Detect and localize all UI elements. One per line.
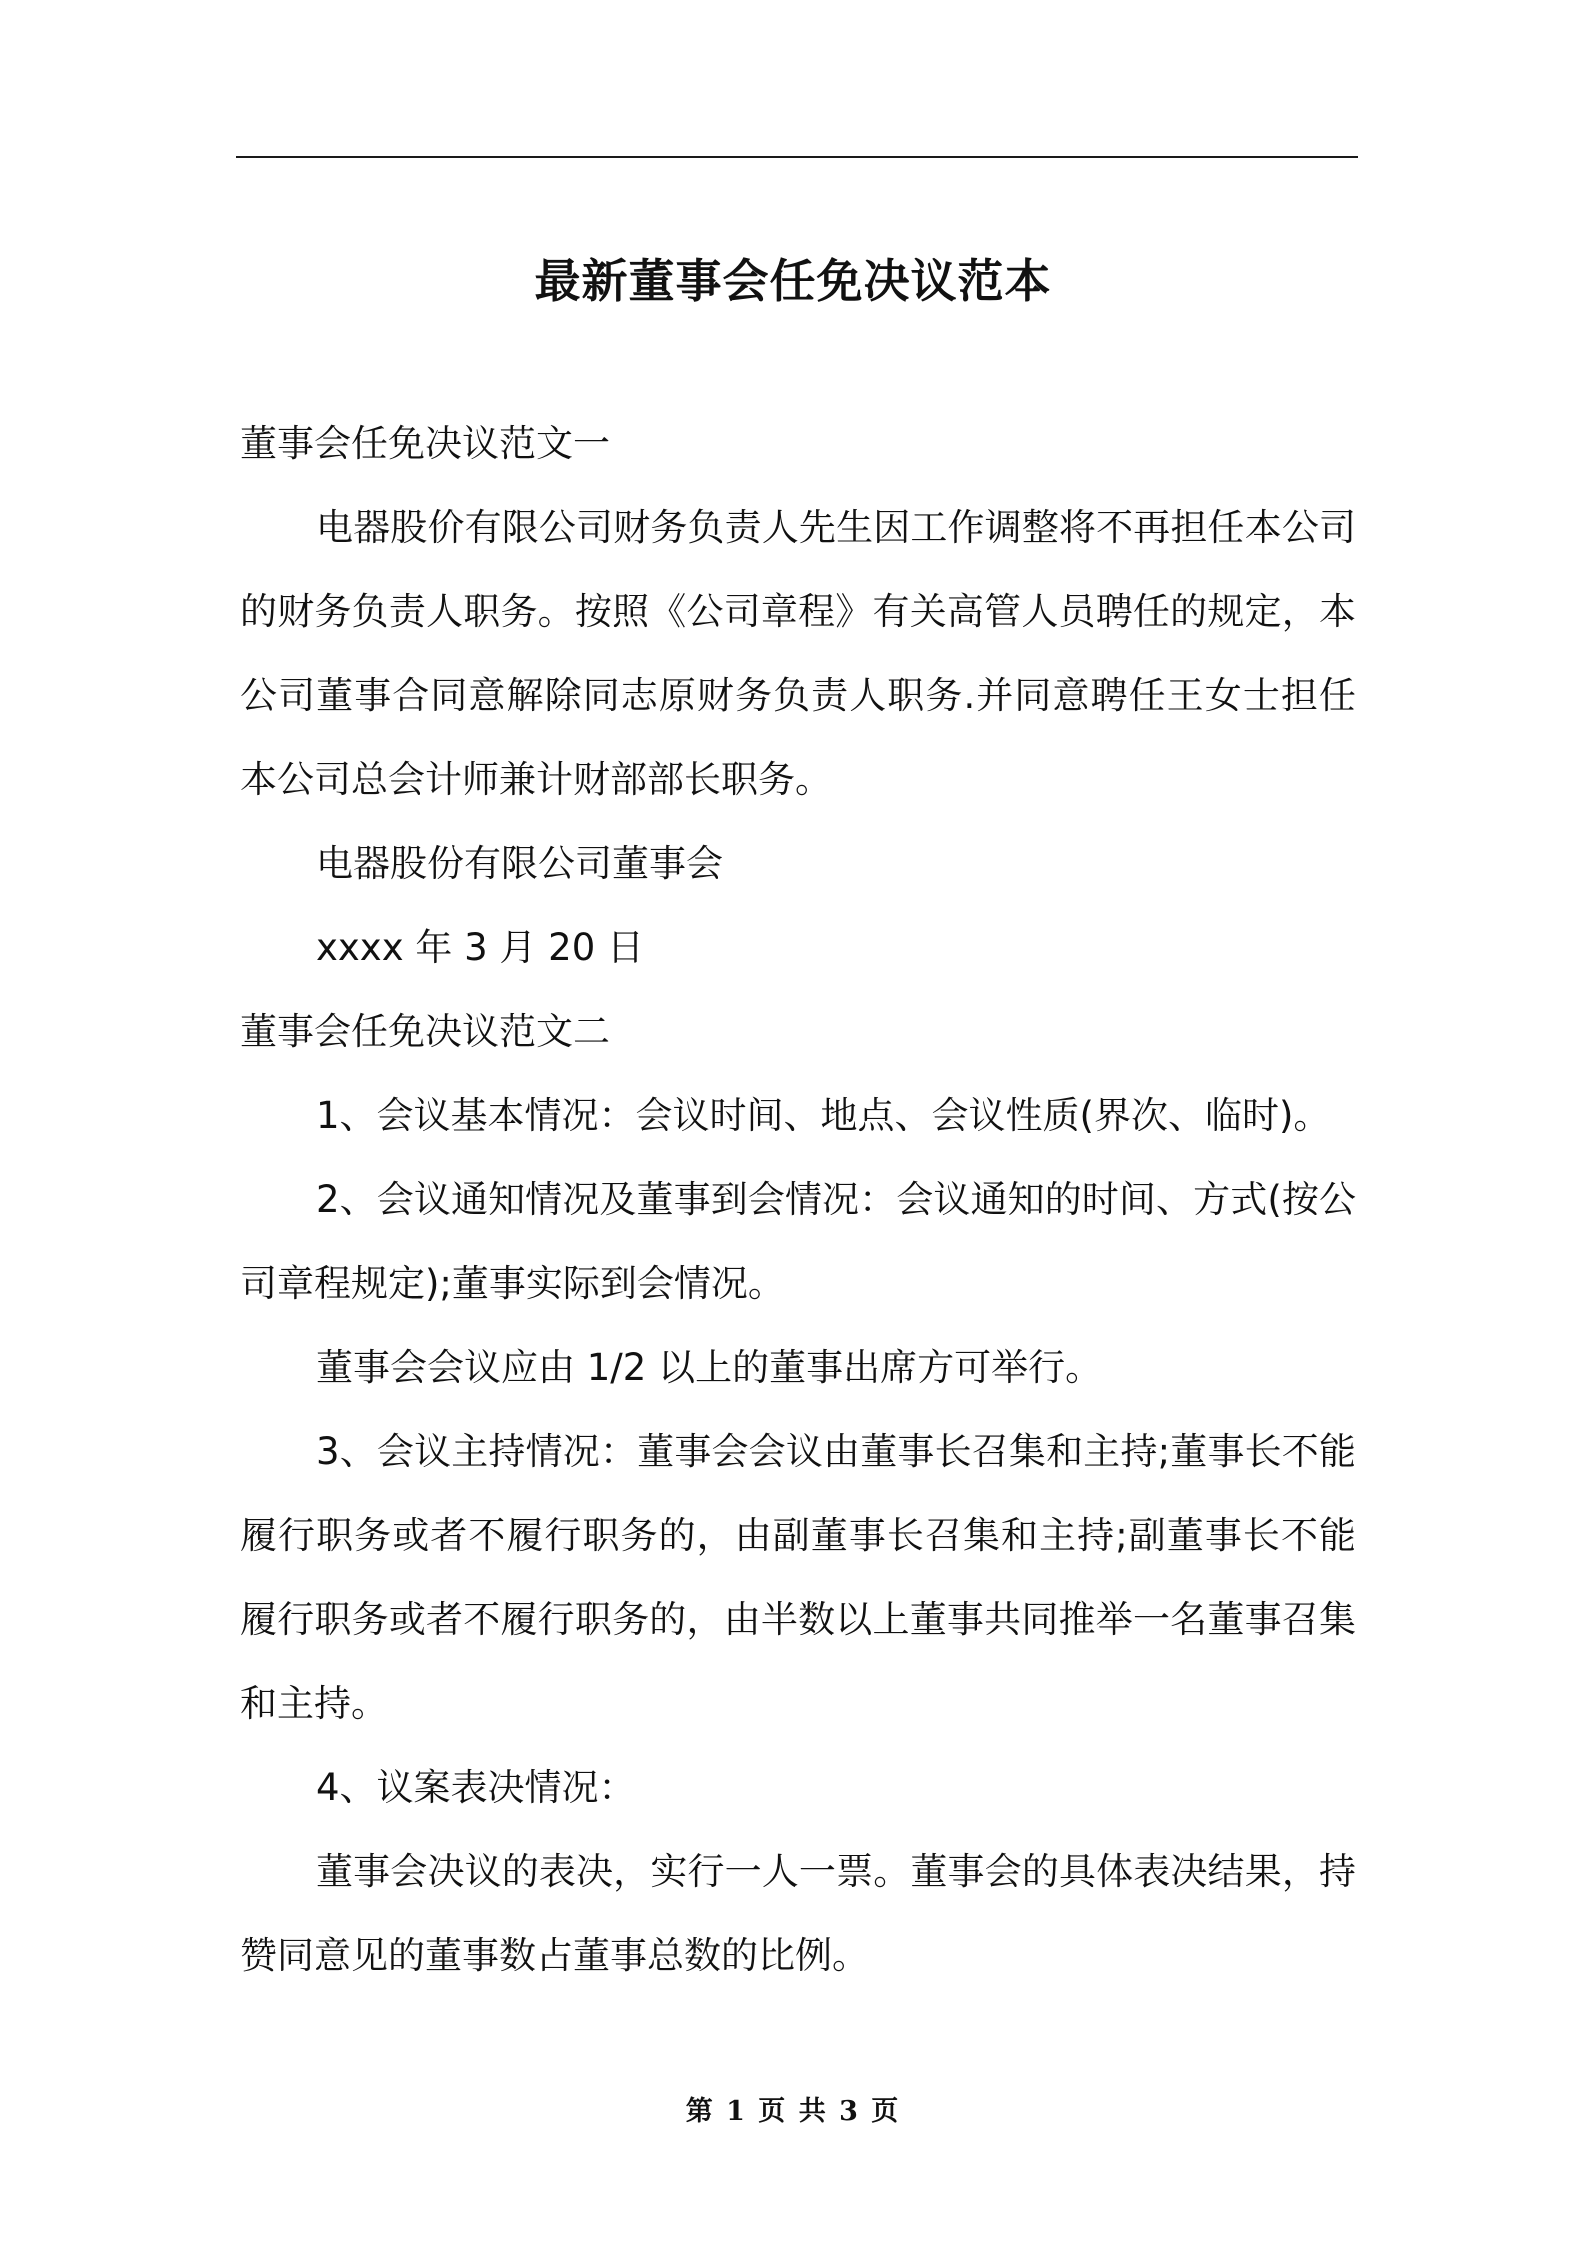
paragraph-item-1: 1、会议基本情况：会议时间、地点、会议性质(界次、临时)。	[316, 1094, 1331, 1137]
paragraph-resolution-text: 电器股价有限公司财务负责人先生因工作调整将不再担任本公司的财务负责人职务。按照《公司章程》有关高管人员聘任的规定，本公司董事合同意解除同志原财务负责人职务.并同意聘任王女士担任本公司总会计师兼计财部部长职务。	[240, 506, 1356, 801]
paragraph-voting: 董事会决议的表决，实行一人一票。董事会的具体表决结果，持赞同意见的董事数占董事总数的比例。	[240, 1850, 1356, 1977]
section-heading-2: 董事会任免决议范文二	[240, 1010, 610, 1053]
paragraph-signatory: 电器股份有限公司董事会	[316, 842, 723, 885]
paragraph-quorum: 董事会会议应由 1/2 以上的董事出席方可举行。	[316, 1346, 1103, 1389]
header-rule	[236, 156, 1358, 158]
page-number-footer: 第 1 页 共 3 页	[685, 2096, 901, 2127]
document-title: 最新董事会任免决议范本	[534, 253, 1052, 308]
paragraph-item-4: 4、议案表决情况：	[316, 1766, 636, 1809]
paragraph-item-3: 3、会议主持情况：董事会会议由董事长召集和主持;董事长不能履行职务或者不履行职务的，由副董事长召集和主持;副董事长不能履行职务或者不履行职务的，由半数以上董事共同推举一名董事召集和主持。	[240, 1430, 1356, 1725]
document-body	[240, 402, 1356, 1998]
paragraph-date: xxxx 年 3 月 20 日	[316, 926, 645, 969]
section-heading-1: 董事会任免决议范文一	[240, 422, 610, 465]
paragraph-item-2: 2、会议通知情况及董事到会情况：会议通知的时间、方式(按公司章程规定);董事实际到会情况。	[240, 1178, 1356, 1305]
